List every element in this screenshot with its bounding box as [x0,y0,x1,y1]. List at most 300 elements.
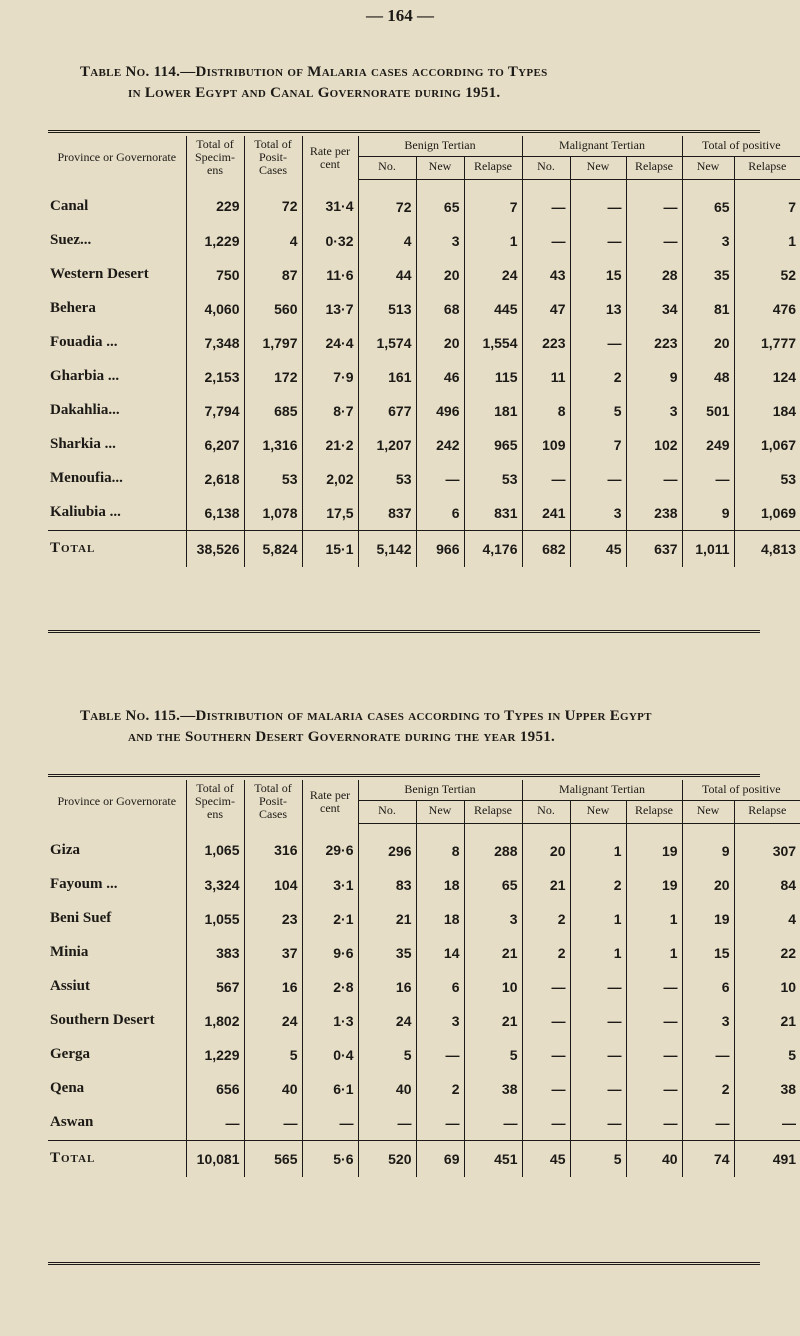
cell-benign-new: 65 [416,179,464,224]
cell-rate: 9·6 [302,936,358,970]
cell-benign-no: 296 [358,823,416,868]
cell-malignant-relapse: 9 [626,360,682,394]
header-positive: Total of Posit- Cases [244,136,302,179]
cell-total-new: 19 [682,902,734,936]
total-benign-relapse: 451 [464,1140,522,1177]
cell-total-new: — [682,462,734,496]
cell-positive: 24 [244,1004,302,1038]
cell-total-new: 35 [682,258,734,292]
cell-province: Southern Desert [50,1012,155,1028]
cell-specimens: 1,802 [186,1004,244,1038]
table-row [48,292,800,326]
cell-total-relapse: 307 [734,823,800,868]
cell-benign-new: — [416,1106,464,1141]
total-malignant-relapse: 637 [626,530,682,567]
total-malignant-no: 45 [522,1140,570,1177]
cell-benign-new: 46 [416,360,464,394]
cell-malignant-new: 2 [570,868,626,902]
cell-malignant-no: — [522,462,570,496]
header-benign: Benign Tertian [358,780,522,800]
header-positive: Total of Posit- Cases [244,780,302,823]
total-province: Total [48,530,186,567]
cell-benign-no: 21 [358,902,416,936]
cell-positive: 72 [244,179,302,224]
cell-malignant-relapse: 223 [626,326,682,360]
table-row [48,360,800,394]
cell-total-relapse: 21 [734,1004,800,1038]
cell-positive: 104 [244,868,302,902]
header-total-relapse: Relapse [734,800,800,823]
cell-benign-new: 20 [416,326,464,360]
cell-malignant-relapse: — [626,179,682,224]
cell-rate: 21·2 [302,428,358,462]
cell-malignant-no: — [522,224,570,258]
cell-total-new: 2 [682,1072,734,1106]
total-benign-relapse: 4,176 [464,530,522,567]
table-row [48,902,800,936]
cell-total-relapse: 124 [734,360,800,394]
cell-benign-no: 83 [358,868,416,902]
cell-benign-relapse: 5 [464,1038,522,1072]
cell-province: Canal [50,197,89,214]
cell-benign-no: 72 [358,179,416,224]
cell-positive: 5 [244,1038,302,1072]
table-row [48,970,800,1004]
cell-province: Menoufia... [50,470,123,486]
cell-positive: 37 [244,936,302,970]
cell-province: Gharbia ... [50,368,120,384]
cell-province: Dakahlia... [50,402,120,418]
cell-malignant-relapse: 19 [626,868,682,902]
table-row [48,936,800,970]
cell-malignant-new: — [570,462,626,496]
total-total-new: 74 [682,1140,734,1177]
cell-total-new: 20 [682,868,734,902]
table-114 [48,136,800,567]
total-row [48,530,800,567]
cell-malignant-relapse: 102 [626,428,682,462]
total-benign-new: 966 [416,530,464,567]
cell-specimens: 1,055 [186,902,244,936]
cell-malignant-new: 1 [570,823,626,868]
cell-specimens: 3,324 [186,868,244,902]
cell-positive: 1,797 [244,326,302,360]
cell-benign-relapse: 965 [464,428,522,462]
cell-positive: 685 [244,394,302,428]
header-total-new: New [682,800,734,823]
cell-positive: 23 [244,902,302,936]
cell-malignant-no: 2 [522,936,570,970]
table-114-title-line1: Table No. 114.—Distribution of Malaria cases according to Types [80,64,548,80]
header-province: Province or Governorate [57,150,177,164]
header-malignant-relapse: Relapse [626,800,682,823]
cell-total-new: 65 [682,179,734,224]
cell-benign-new: 242 [416,428,464,462]
cell-specimens: 6,207 [186,428,244,462]
cell-province: Suez... [50,232,92,248]
cell-benign-no: 677 [358,394,416,428]
header-total-relapse: Relapse [734,156,800,179]
cell-benign-new: 496 [416,394,464,428]
table-114-title-line2: in Lower Egypt and Canal Governorate during 1951. [128,85,501,101]
cell-specimens: 7,794 [186,394,244,428]
total-positive: 565 [244,1140,302,1177]
table-115-title [80,706,740,748]
cell-malignant-no: 241 [522,496,570,531]
cell-benign-relapse: 21 [464,1004,522,1038]
header-malignant-new: New [570,800,626,823]
cell-benign-relapse: 38 [464,1072,522,1106]
cell-province: Gerga [50,1046,90,1062]
cell-specimens: — [186,1106,244,1141]
header-benign-no: No. [358,800,416,823]
total-malignant-relapse: 40 [626,1140,682,1177]
cell-province: Giza [50,841,80,858]
cell-specimens: 750 [186,258,244,292]
table-row [48,1004,800,1038]
cell-malignant-relapse: 1 [626,936,682,970]
cell-specimens: 229 [186,179,244,224]
cell-total-new: 81 [682,292,734,326]
table-115-title-line2: and the Southern Desert Governorate during the year 1951. [128,729,556,745]
cell-malignant-no: 2 [522,902,570,936]
header-province: Province or Governorate [57,794,177,808]
cell-malignant-new: — [570,1038,626,1072]
cell-benign-relapse: — [464,1106,522,1141]
cell-benign-relapse: 288 [464,823,522,868]
cell-benign-new: — [416,1038,464,1072]
cell-specimens: 1,065 [186,823,244,868]
table-114-title [80,62,740,104]
cell-benign-new: 6 [416,970,464,1004]
header-benign-new: New [416,156,464,179]
cell-province: Kaliubia ... [50,504,121,520]
cell-benign-relapse: 65 [464,868,522,902]
cell-total-relapse: 22 [734,936,800,970]
total-rate: 15·1 [302,530,358,567]
cell-malignant-new: — [570,179,626,224]
cell-specimens: 4,060 [186,292,244,326]
cell-malignant-no: — [522,1004,570,1038]
table-row [48,496,800,531]
cell-benign-new: 6 [416,496,464,531]
header-malignant-no: No. [522,800,570,823]
cell-benign-relapse: 7 [464,179,522,224]
cell-rate: 31·4 [302,179,358,224]
cell-province: Beni Suef [50,910,112,926]
table-row [48,326,800,360]
cell-total-new: 249 [682,428,734,462]
cell-total-new: 9 [682,496,734,531]
cell-rate: 7·9 [302,360,358,394]
cell-rate: 2·1 [302,902,358,936]
cell-benign-new: 2 [416,1072,464,1106]
cell-malignant-no: 11 [522,360,570,394]
cell-malignant-no: 47 [522,292,570,326]
cell-benign-no: 35 [358,936,416,970]
cell-total-new: 48 [682,360,734,394]
page-number: — 164 — [366,6,434,25]
cell-malignant-relapse: 3 [626,394,682,428]
cell-benign-no: 5 [358,1038,416,1072]
cell-total-new: 15 [682,936,734,970]
cell-benign-relapse: 3 [464,902,522,936]
cell-specimens: 383 [186,936,244,970]
cell-rate: 2,02 [302,462,358,496]
cell-total-relapse: 7 [734,179,800,224]
cell-total-new: 9 [682,823,734,868]
header-specimens: Total of Specim- ens [186,780,244,823]
cell-total-relapse: 53 [734,462,800,496]
cell-specimens: 2,153 [186,360,244,394]
total-rate: 5·6 [302,1140,358,1177]
cell-province: Aswan [50,1114,94,1130]
cell-malignant-new: 15 [570,258,626,292]
cell-malignant-no: 43 [522,258,570,292]
cell-benign-relapse: 181 [464,394,522,428]
cell-benign-new: 3 [416,1004,464,1038]
cell-malignant-relapse: — [626,1004,682,1038]
cell-positive: 40 [244,1072,302,1106]
cell-total-relapse: 4 [734,902,800,936]
table-114-total [48,530,800,567]
table-115-title-line1: Table No. 115.—Distribution of malaria cases according to Types in Upper Egypt [80,708,652,724]
cell-benign-no: 53 [358,462,416,496]
cell-positive: 87 [244,258,302,292]
cell-malignant-new: 3 [570,496,626,531]
cell-malignant-relapse: — [626,224,682,258]
table-row [48,258,800,292]
header-malignant: Malignant Tertian [522,136,682,156]
cell-malignant-new: — [570,1106,626,1141]
cell-benign-relapse: 115 [464,360,522,394]
header-benign-relapse: Relapse [464,800,522,823]
total-specimens: 10,081 [186,1140,244,1177]
cell-malignant-new: — [570,224,626,258]
cell-positive: 560 [244,292,302,326]
cell-total-new: 3 [682,1004,734,1038]
cell-malignant-new: — [570,970,626,1004]
table-114-top-rule [48,130,760,133]
table-115-total [48,1140,800,1177]
header-malignant-no: No. [522,156,570,179]
cell-rate: 2·8 [302,970,358,1004]
cell-total-new: 3 [682,224,734,258]
table-row [48,462,800,496]
cell-malignant-new: — [570,326,626,360]
cell-province: Western Desert [50,266,149,282]
cell-rate: 11·6 [302,258,358,292]
cell-malignant-no: 20 [522,823,570,868]
cell-benign-no: 44 [358,258,416,292]
cell-malignant-relapse: — [626,1038,682,1072]
cell-malignant-no: 223 [522,326,570,360]
cell-positive: 1,078 [244,496,302,531]
cell-benign-relapse: 10 [464,970,522,1004]
total-row [48,1140,800,1177]
cell-benign-no: 837 [358,496,416,531]
cell-rate: 17,5 [302,496,358,531]
cell-benign-new: 18 [416,868,464,902]
cell-malignant-new: 1 [570,936,626,970]
table-114-bottom-rule [48,630,760,633]
total-positive: 5,824 [244,530,302,567]
cell-malignant-relapse: — [626,970,682,1004]
cell-benign-new: — [416,462,464,496]
cell-malignant-new: 7 [570,428,626,462]
table-115-top-rule [48,774,760,777]
cell-malignant-no: — [522,1072,570,1106]
cell-positive: 53 [244,462,302,496]
cell-benign-new: 20 [416,258,464,292]
header-benign-relapse: Relapse [464,156,522,179]
cell-malignant-new: — [570,1004,626,1038]
header-benign: Benign Tertian [358,136,522,156]
header-malignant: Malignant Tertian [522,780,682,800]
cell-benign-no: 1,574 [358,326,416,360]
cell-benign-relapse: 24 [464,258,522,292]
cell-specimens: 7,348 [186,326,244,360]
cell-malignant-relapse: — [626,1106,682,1141]
cell-benign-new: 68 [416,292,464,326]
header-total-new: New [682,156,734,179]
cell-total-relapse: — [734,1106,800,1141]
cell-specimens: 567 [186,970,244,1004]
table-row [48,1038,800,1072]
cell-total-relapse: 1,069 [734,496,800,531]
cell-benign-no: 161 [358,360,416,394]
header-specimens: Total of Specim- ens [186,136,244,179]
cell-total-new: 6 [682,970,734,1004]
cell-malignant-no: 109 [522,428,570,462]
total-specimens: 38,526 [186,530,244,567]
header-rate: Rate per cent [302,780,358,823]
cell-province: Sharkia ... [50,436,116,452]
cell-benign-no: 16 [358,970,416,1004]
cell-benign-new: 18 [416,902,464,936]
cell-positive: — [244,1106,302,1141]
cell-malignant-relapse: — [626,462,682,496]
table-row [48,1106,800,1141]
total-benign-no: 520 [358,1140,416,1177]
cell-malignant-no: 21 [522,868,570,902]
cell-benign-no: 513 [358,292,416,326]
cell-positive: 16 [244,970,302,1004]
cell-malignant-new: 1 [570,902,626,936]
cell-province: Fayoum ... [50,876,118,892]
cell-positive: 4 [244,224,302,258]
cell-malignant-relapse: 19 [626,823,682,868]
cell-benign-no: 24 [358,1004,416,1038]
table-row [48,868,800,902]
cell-specimens: 6,138 [186,496,244,531]
cell-rate: 0·4 [302,1038,358,1072]
cell-specimens: 1,229 [186,1038,244,1072]
cell-rate: 6·1 [302,1072,358,1106]
cell-total-new: 501 [682,394,734,428]
cell-rate: 0·32 [302,224,358,258]
cell-malignant-no: — [522,970,570,1004]
cell-specimens: 2,618 [186,462,244,496]
cell-malignant-no: — [522,179,570,224]
cell-benign-no: 1,207 [358,428,416,462]
cell-malignant-new: — [570,1072,626,1106]
table-115 [48,780,800,1177]
total-malignant-new: 45 [570,530,626,567]
cell-malignant-relapse: — [626,1072,682,1106]
table-114-body [48,179,800,530]
cell-total-relapse: 184 [734,394,800,428]
header-total-positive: Total of positive [682,136,800,156]
table-row [48,823,800,868]
total-total-relapse: 491 [734,1140,800,1177]
cell-benign-relapse: 1,554 [464,326,522,360]
header-rate: Rate per cent [302,136,358,179]
cell-benign-relapse: 53 [464,462,522,496]
header-benign-new: New [416,800,464,823]
cell-province: Qena [50,1080,85,1096]
header-malignant-relapse: Relapse [626,156,682,179]
cell-province: Behera [50,300,96,316]
cell-specimens: 1,229 [186,224,244,258]
cell-benign-relapse: 1 [464,224,522,258]
cell-rate: 3·1 [302,868,358,902]
cell-malignant-relapse: 28 [626,258,682,292]
cell-total-relapse: 84 [734,868,800,902]
cell-total-new: — [682,1038,734,1072]
cell-total-relapse: 1,777 [734,326,800,360]
cell-rate: 8·7 [302,394,358,428]
cell-total-new: — [682,1106,734,1141]
total-province: Total [48,1140,186,1177]
cell-benign-relapse: 445 [464,292,522,326]
table-115-bottom-rule [48,1262,760,1265]
cell-total-relapse: 1 [734,224,800,258]
cell-province: Minia [50,944,89,960]
total-total-new: 1,011 [682,530,734,567]
total-benign-new: 69 [416,1140,464,1177]
cell-total-relapse: 52 [734,258,800,292]
cell-malignant-no: 8 [522,394,570,428]
cell-total-new: 20 [682,326,734,360]
header-benign-no: No. [358,156,416,179]
cell-rate: 13·7 [302,292,358,326]
cell-positive: 172 [244,360,302,394]
total-total-relapse: 4,813 [734,530,800,567]
cell-total-relapse: 476 [734,292,800,326]
table-row [48,428,800,462]
cell-total-relapse: 38 [734,1072,800,1106]
cell-rate: 24·4 [302,326,358,360]
cell-benign-no: 40 [358,1072,416,1106]
cell-malignant-no: — [522,1106,570,1141]
cell-malignant-no: — [522,1038,570,1072]
cell-province: Assiut [50,978,91,994]
cell-benign-no: — [358,1106,416,1141]
cell-malignant-relapse: 34 [626,292,682,326]
cell-positive: 316 [244,823,302,868]
table-row [48,1072,800,1106]
cell-malignant-new: 13 [570,292,626,326]
header-total-positive: Total of positive [682,780,800,800]
table-row [48,394,800,428]
cell-benign-relapse: 21 [464,936,522,970]
cell-benign-new: 3 [416,224,464,258]
total-malignant-no: 682 [522,530,570,567]
cell-total-relapse: 5 [734,1038,800,1072]
cell-malignant-relapse: 238 [626,496,682,531]
header-malignant-new: New [570,156,626,179]
